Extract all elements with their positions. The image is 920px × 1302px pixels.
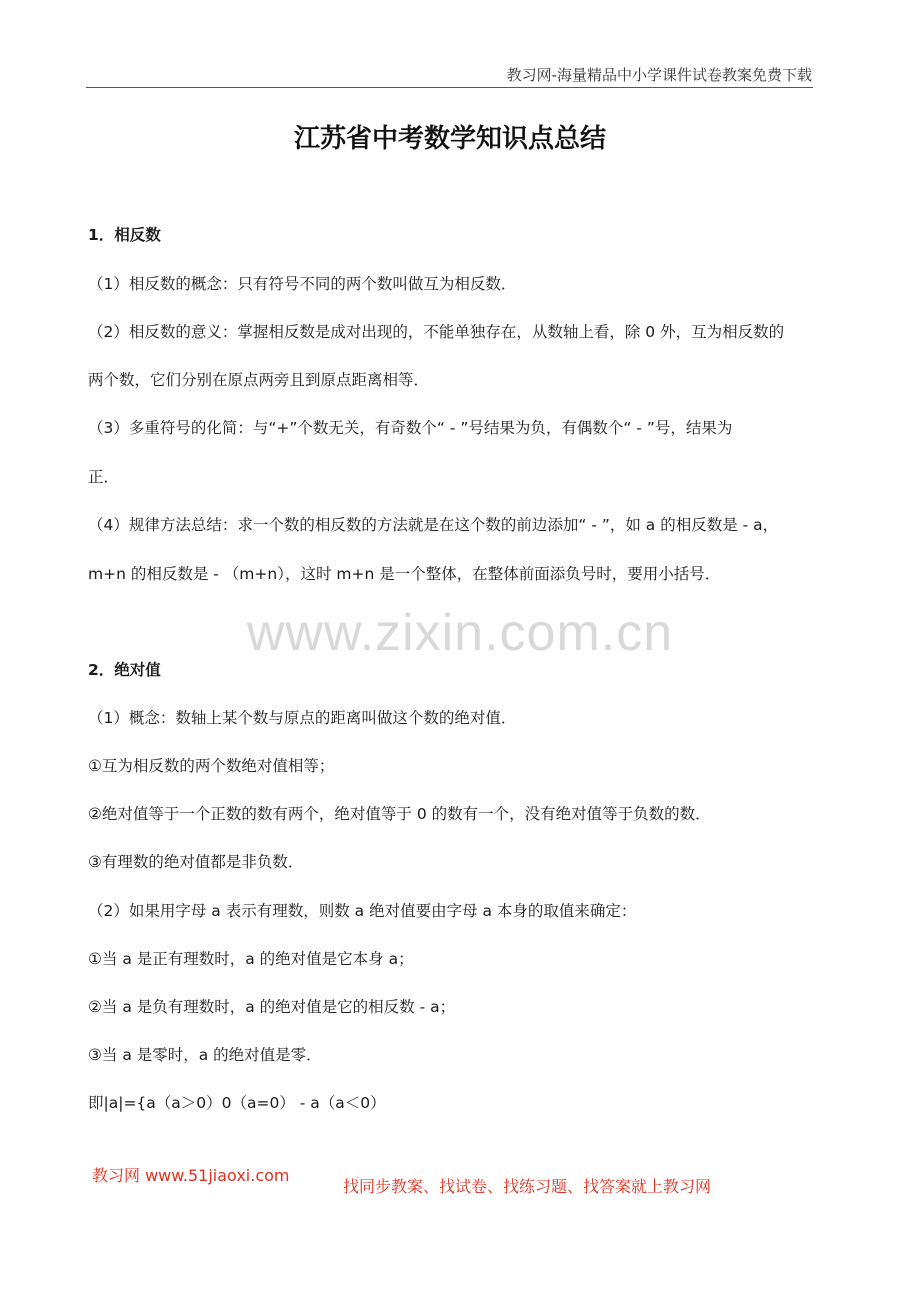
section-heading-opposite-numbers: 1．相反数 [88, 226, 161, 244]
footer-site-link[interactable]: 教习网 www.51jiaoxi.com [92, 1166, 290, 1185]
paragraph-line: ②当 a 是负有理数时，a 的绝对值是它的相反数 - a； [88, 998, 456, 1016]
page-title: 江苏省中考数学知识点总结 [293, 124, 606, 154]
paragraph-line: （2）如果用字母 a 表示有理数，则数 a 绝对值要由字母 a 本身的取值来确定： [88, 902, 637, 920]
formula-line: 即|a|={a（a＞0）0（a=0） - a（a＜0） [88, 1094, 386, 1112]
watermark: www.zixin.com.cn [246, 604, 674, 662]
header-divider [86, 87, 813, 88]
paragraph-line: ③有理数的绝对值都是非负数． [88, 853, 304, 871]
paragraph-line: 两个数，它们分别在原点两旁且到原点距离相等． [88, 371, 430, 389]
paragraph-line: （1）概念：数轴上某个数与原点的距离叫做这个数的绝对值． [88, 709, 517, 727]
footer-slogan: 找同步教案、找试卷、找练习题、找答案就上教习网 [343, 1177, 712, 1196]
paragraph-line: ③当 a 是零时，a 的绝对值是零． [88, 1046, 322, 1064]
paragraph-line: （4）规律方法总结：求一个数的相反数的方法就是在这个数的前边添加“ - ”，如 a 的相反数是 - a， [88, 516, 779, 534]
header-text: 教习网-海量精品中小学课件试卷教案免费下载 [506, 66, 812, 84]
paragraph-line: 正． [88, 468, 120, 486]
paragraph-line: ②绝对值等于一个正数的数有两个，绝对值等于 0 的数有一个，没有绝对值等于负数的数． [88, 805, 711, 823]
paragraph-line: m+n 的相反数是 - （m+n），这时 m+n 是一个整体，在整体前面添负号时，要用小括号． [88, 565, 721, 583]
paragraph-line: ①当 a 是正有理数时，a 的绝对值是它本身 a； [88, 950, 414, 968]
section-heading-absolute-value: 2．绝对值 [88, 661, 161, 679]
paragraph-line: （1）相反数的概念：只有符号不同的两个数叫做互为相反数． [88, 275, 517, 293]
paragraph-line: （2）相反数的意义：掌握相反数是成对出现的，不能单独存在，从数轴上看，除 0 外，互为相反数的 [88, 323, 785, 341]
paragraph-line: （3）多重符号的化简：与“+”个数无关，有奇数个“ - ”号结果为负，有偶数个“ - ”号，结果为 [88, 419, 733, 437]
paragraph-line: ①互为相反数的两个数绝对值相等； [88, 757, 335, 775]
